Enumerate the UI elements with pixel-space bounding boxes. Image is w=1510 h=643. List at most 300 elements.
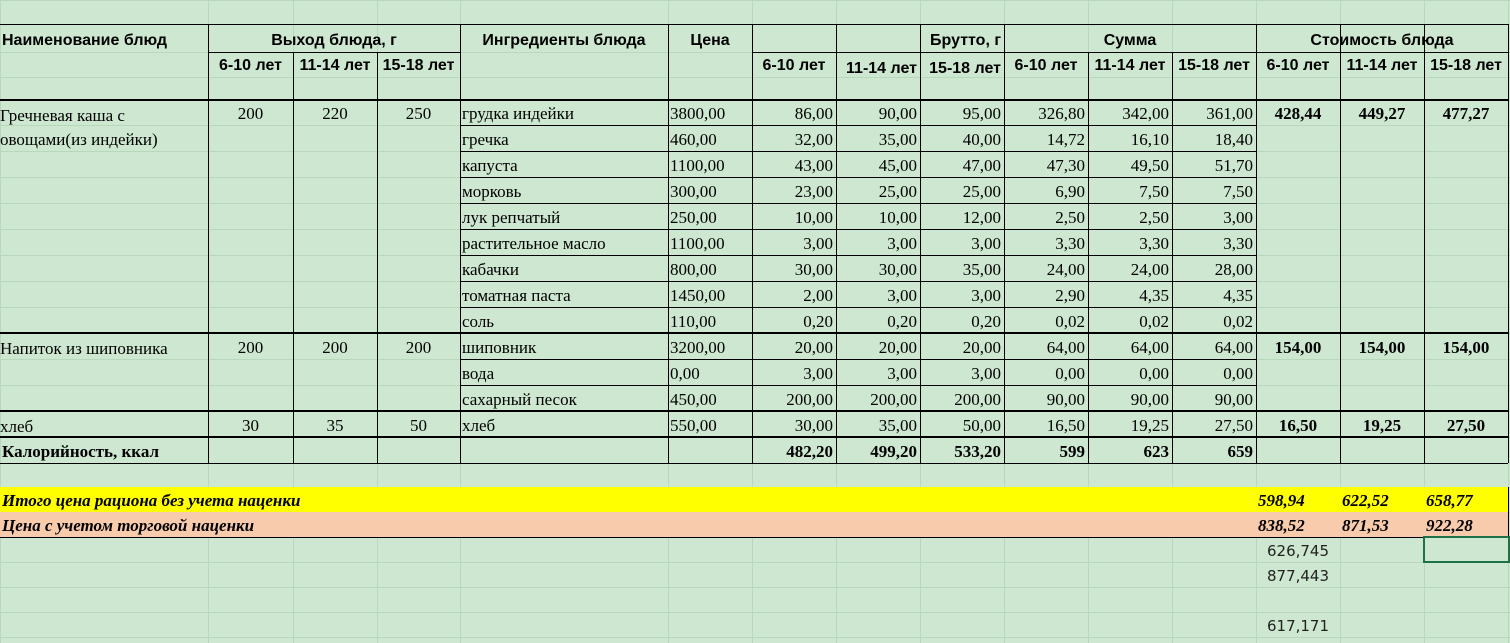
ingredient-name[interactable] xyxy=(460,100,668,125)
ingredient-name[interactable] xyxy=(460,333,668,359)
header-brutto-6-10[interactable] xyxy=(752,52,836,77)
calories-brutto[interactable] xyxy=(920,437,1004,463)
cell-text: 0,20 xyxy=(887,312,917,331)
cell-text: грудка индейки xyxy=(462,104,574,123)
ingredient-brutto[interactable] xyxy=(920,307,1004,333)
ingredient-sum[interactable] xyxy=(1088,307,1172,333)
ingredient-brutto[interactable] xyxy=(920,151,1004,177)
cell-text: 499,20 xyxy=(870,442,917,461)
ingredient-sum[interactable] xyxy=(1004,255,1088,281)
cell-text: 28,00 xyxy=(1214,260,1253,279)
cell-text: 10,00 xyxy=(878,208,917,227)
dish-cost[interactable] xyxy=(1340,411,1424,437)
cell-text: 30,00 xyxy=(794,260,833,279)
ingredient-brutto[interactable] xyxy=(836,385,920,411)
cell-text: 2,90 xyxy=(1055,286,1085,305)
cell-text: 482,20 xyxy=(786,442,833,461)
total-no-markup-value[interactable] xyxy=(1424,487,1508,512)
total-no-markup-value[interactable] xyxy=(1340,487,1424,512)
cell-text: 2,50 xyxy=(1139,208,1169,227)
ingredient-sum[interactable] xyxy=(1088,203,1172,229)
ingredient-brutto[interactable] xyxy=(752,255,836,281)
header-output-6-10[interactable] xyxy=(208,52,293,77)
cell-text: растительное масло xyxy=(462,234,606,253)
dish-cost[interactable] xyxy=(1256,411,1340,437)
cell-text: 18,40 xyxy=(1214,130,1253,149)
cell-text: 838,52 xyxy=(1258,516,1305,535)
ingredient-sum[interactable] xyxy=(1004,281,1088,307)
ingredient-brutto[interactable] xyxy=(836,333,920,359)
ingredient-sum[interactable] xyxy=(1172,255,1256,281)
cell-text: 27,50 xyxy=(1446,416,1486,435)
cell-text: 477,27 xyxy=(1442,104,1490,123)
cell-text: 11-14 лет xyxy=(1094,57,1166,74)
ingredient-brutto[interactable] xyxy=(752,151,836,177)
ingredient-brutto[interactable] xyxy=(752,125,836,151)
total-markup-value[interactable] xyxy=(1340,512,1424,537)
ingredient-name[interactable] xyxy=(460,359,668,385)
ingredient-price[interactable] xyxy=(668,125,752,151)
ingredient-brutto[interactable] xyxy=(920,385,1004,411)
header-brutto[interactable] xyxy=(752,24,1004,52)
ingredient-brutto[interactable] xyxy=(920,100,1004,125)
cell-text: 40,00 xyxy=(962,130,1001,149)
ingredient-sum[interactable] xyxy=(1088,255,1172,281)
ingredient-brutto[interactable] xyxy=(836,359,920,385)
cell-text: 35,00 xyxy=(878,130,917,149)
header-output-15-18[interactable] xyxy=(377,52,460,77)
cell-text: Калорийность, ккал xyxy=(2,442,160,461)
cell-text: 428,44 xyxy=(1274,104,1322,123)
ingredient-sum[interactable] xyxy=(1172,151,1256,177)
selected-cell[interactable] xyxy=(1423,536,1510,563)
ingredient-brutto[interactable] xyxy=(752,100,836,125)
ingredient-name[interactable] xyxy=(460,281,668,307)
cell-text: 533,20 xyxy=(954,442,1001,461)
cell-text: Сумма xyxy=(1103,32,1157,49)
cell-text: 3,30 xyxy=(1223,234,1253,253)
ingredient-brutto[interactable] xyxy=(752,385,836,411)
ingredient-sum[interactable] xyxy=(1088,281,1172,307)
cell-text: Брутто, г xyxy=(930,32,1001,49)
header-brutto-15-18[interactable] xyxy=(920,52,1004,100)
cell-text: 90,00 xyxy=(878,104,917,123)
cell-text: 622,52 xyxy=(1342,491,1389,510)
ingredient-sum[interactable] xyxy=(1088,125,1172,151)
ingredient-sum[interactable] xyxy=(1088,151,1172,177)
cell-text: 6,90 xyxy=(1055,182,1085,201)
cell-text: Цена xyxy=(690,32,730,49)
cell-text: 300,00 xyxy=(670,182,717,201)
ingredient-name[interactable] xyxy=(460,307,668,333)
ingredient-brutto[interactable] xyxy=(920,229,1004,255)
cell-text: 50,00 xyxy=(962,416,1001,435)
ingredient-sum[interactable] xyxy=(1004,125,1088,151)
ingredient-sum[interactable] xyxy=(1004,411,1088,437)
cell-text: 0,00 xyxy=(1139,364,1169,383)
ingredient-brutto[interactable] xyxy=(752,333,836,359)
cell-text: 24,00 xyxy=(1130,260,1169,279)
header-cost-11-14[interactable] xyxy=(1340,52,1424,77)
ingredient-price[interactable] xyxy=(668,385,752,411)
ingredient-name[interactable] xyxy=(460,203,668,229)
ingredient-brutto[interactable] xyxy=(752,411,836,437)
cell-text: 47,00 xyxy=(962,156,1001,175)
calories-sum[interactable] xyxy=(1004,437,1088,463)
dish-output[interactable] xyxy=(293,411,377,437)
cell-text: 154,00 xyxy=(1442,338,1490,357)
ingredient-sum[interactable] xyxy=(1172,281,1256,307)
header-cost-6-10[interactable] xyxy=(1256,52,1340,77)
cell-text: 361,00 xyxy=(1206,104,1253,123)
cell-text: 449,27 xyxy=(1358,104,1406,123)
cell-text: 15-18 лет xyxy=(382,57,455,74)
ingredient-price[interactable] xyxy=(668,255,752,281)
cell-text: 200 xyxy=(237,104,264,123)
ingredient-brutto[interactable] xyxy=(752,203,836,229)
header-sum-6-10[interactable] xyxy=(1004,52,1088,77)
cell-text: 110,00 xyxy=(670,312,717,331)
cell-text: 1450,00 xyxy=(670,286,726,305)
header-price[interactable] xyxy=(668,24,752,52)
cell-text: 3,00 xyxy=(887,234,917,253)
ingredient-sum[interactable] xyxy=(1088,100,1172,125)
cell-text: 0,02 xyxy=(1223,312,1253,331)
cell-text: 658,77 xyxy=(1426,491,1473,510)
cell-text: Выход блюда, г xyxy=(271,32,397,49)
ingredient-sum[interactable] xyxy=(1172,125,1256,151)
cell-text: 0,02 xyxy=(1055,312,1085,331)
cell-text: 0,02 xyxy=(1139,312,1169,331)
cell-text: 20,00 xyxy=(878,338,917,357)
ingredient-sum[interactable] xyxy=(1004,151,1088,177)
cell-text: 659 xyxy=(1227,442,1253,461)
ingredient-name[interactable] xyxy=(460,255,668,281)
ingredient-sum[interactable] xyxy=(1088,385,1172,411)
cell-text: 15-18 лет xyxy=(929,60,1001,77)
ingredient-brutto[interactable] xyxy=(920,359,1004,385)
ingredient-sum[interactable] xyxy=(1004,333,1088,359)
cell-text: вода xyxy=(462,364,495,383)
cell-text: 200,00 xyxy=(954,390,1001,409)
cell-text: 154,00 xyxy=(1358,338,1406,357)
ingredient-brutto[interactable] xyxy=(920,333,1004,359)
header-output-11-14[interactable] xyxy=(293,52,377,77)
cell-text: 200 xyxy=(405,338,432,357)
dish-cost[interactable] xyxy=(1340,100,1424,125)
ingredient-brutto[interactable] xyxy=(920,125,1004,151)
cell-text: Стоимость блюда xyxy=(1310,32,1454,49)
ingredient-name[interactable] xyxy=(460,229,668,255)
header-sum-15-18[interactable] xyxy=(1172,52,1256,77)
cell-text: 64,00 xyxy=(1130,338,1169,357)
cell-text: 90,00 xyxy=(1046,390,1085,409)
cell-text: 25,00 xyxy=(962,182,1001,201)
header-dish-cost[interactable] xyxy=(1256,24,1508,52)
cell-text: капуста xyxy=(462,156,518,175)
ingredient-brutto[interactable] xyxy=(920,177,1004,203)
cell-text: 342,00 xyxy=(1122,104,1169,123)
ingredient-price[interactable] xyxy=(668,411,752,437)
cell-text: 35,00 xyxy=(962,260,1001,279)
cell-text: 250 xyxy=(405,104,432,123)
cell-text: 64,00 xyxy=(1046,338,1085,357)
cell-text: 450,00 xyxy=(670,390,717,409)
cell-text: соль xyxy=(462,312,495,331)
cell-text: 871,53 xyxy=(1342,516,1389,535)
cell-text: морковь xyxy=(462,182,522,201)
total-no-markup-label[interactable] xyxy=(0,487,1256,512)
ingredient-sum[interactable] xyxy=(1004,177,1088,203)
header-cost-15-18[interactable] xyxy=(1424,52,1508,77)
ingredient-sum[interactable] xyxy=(1004,359,1088,385)
cell-text: 50 xyxy=(410,416,427,435)
cell-text: 3,30 xyxy=(1139,234,1169,253)
calories-label[interactable] xyxy=(0,437,208,463)
cell-text: 3,00 xyxy=(971,286,1001,305)
cell-text: 15-18 лет xyxy=(1430,57,1502,74)
cell-text: 11-14 лет xyxy=(299,57,371,74)
cell-text: хлеб xyxy=(0,417,34,436)
cell-text: Наименование блюд xyxy=(2,32,168,49)
ingredient-brutto[interactable] xyxy=(920,281,1004,307)
ingredient-brutto[interactable] xyxy=(752,177,836,203)
ingredient-price[interactable] xyxy=(668,151,752,177)
cell-text: 12,00 xyxy=(962,208,1001,227)
cell-text: Цена с учетом торговой наценки xyxy=(2,516,255,535)
cell-text: 922,28 xyxy=(1426,516,1473,535)
header-output[interactable] xyxy=(208,24,460,52)
total-markup-value[interactable] xyxy=(1256,512,1340,537)
cell-text: 27,50 xyxy=(1214,416,1253,435)
dish-name[interactable] xyxy=(0,411,208,437)
ingredient-price[interactable] xyxy=(668,203,752,229)
dish-name[interactable] xyxy=(0,333,208,411)
cell-text: 20,00 xyxy=(962,338,1001,357)
header-sum-11-14[interactable] xyxy=(1088,52,1172,77)
ingredient-brutto[interactable] xyxy=(752,281,836,307)
cell-text: 43,00 xyxy=(794,156,833,175)
cell-text: 86,00 xyxy=(794,104,833,123)
ingredient-brutto[interactable] xyxy=(836,229,920,255)
ingredient-sum[interactable] xyxy=(1172,177,1256,203)
cell-text: 90,00 xyxy=(1130,390,1169,409)
cell-text: 877,443 xyxy=(1266,567,1330,585)
ingredient-name[interactable] xyxy=(460,411,668,437)
cell-text: 1100,00 xyxy=(670,156,725,175)
cell-text: 14,72 xyxy=(1046,130,1085,149)
cell-text: 2,50 xyxy=(1055,208,1085,227)
ingredient-sum[interactable] xyxy=(1172,203,1256,229)
dish-output[interactable] xyxy=(208,411,293,437)
ingredient-price[interactable] xyxy=(668,333,752,359)
cell-text: 2,00 xyxy=(803,286,833,305)
cell-text: 64,00 xyxy=(1214,338,1253,357)
ingredient-price[interactable] xyxy=(668,177,752,203)
cell-text: 11-14 лет xyxy=(846,60,917,77)
ingredient-sum[interactable] xyxy=(1172,100,1256,125)
cell-text: кабачки xyxy=(462,260,519,279)
ingredient-brutto[interactable] xyxy=(836,411,920,437)
ingredient-sum[interactable] xyxy=(1172,229,1256,255)
header-sum[interactable] xyxy=(1004,24,1256,52)
dish-cost[interactable] xyxy=(1256,100,1340,125)
cell-text: 220 xyxy=(322,104,348,123)
cell-text: 626,745 xyxy=(1266,542,1330,560)
dish-name[interactable] xyxy=(0,100,208,333)
cell-text: 3,00 xyxy=(1223,208,1253,227)
ingredient-sum[interactable] xyxy=(1004,307,1088,333)
cell-text: 30 xyxy=(242,416,259,435)
calories-sum[interactable] xyxy=(1088,437,1172,463)
dish-output[interactable] xyxy=(208,333,293,359)
ingredient-price[interactable] xyxy=(668,229,752,255)
ingredient-name[interactable] xyxy=(460,125,668,151)
dish-cost[interactable] xyxy=(1424,100,1508,125)
ingredient-sum[interactable] xyxy=(1088,359,1172,385)
cell-text: 10,00 xyxy=(794,208,833,227)
ingredient-name[interactable] xyxy=(460,151,668,177)
ingredient-brutto[interactable] xyxy=(920,411,1004,437)
dish-output[interactable] xyxy=(293,333,377,359)
ingredient-sum[interactable] xyxy=(1172,385,1256,411)
cell-text: 35,00 xyxy=(878,416,917,435)
calories-brutto[interactable] xyxy=(752,437,836,463)
cell-text: 3800,00 xyxy=(670,104,726,123)
cell-text: 3200,00 xyxy=(670,338,726,357)
ingredient-sum[interactable] xyxy=(1088,333,1172,359)
cell-text: Гречневая каша с овощами(из индейки) xyxy=(0,106,158,149)
cell-text: 32,00 xyxy=(794,130,833,149)
cell-text: 0,00 xyxy=(1223,364,1253,383)
ingredient-sum[interactable] xyxy=(1172,411,1256,437)
ingredient-brutto[interactable] xyxy=(836,151,920,177)
dish-output[interactable] xyxy=(377,333,460,359)
cell-text: 599 xyxy=(1059,442,1085,461)
cell-text: 200,00 xyxy=(786,390,833,409)
ingredient-brutto[interactable] xyxy=(920,203,1004,229)
calories-brutto[interactable] xyxy=(836,437,920,463)
cell-text: 460,00 xyxy=(670,130,717,149)
cell-text: 47,30 xyxy=(1046,156,1085,175)
cell-text: 45,00 xyxy=(878,156,917,175)
cell-text: 95,00 xyxy=(962,104,1001,123)
dish-output[interactable] xyxy=(293,100,377,125)
dish-cost[interactable] xyxy=(1256,333,1340,359)
header-ingredients[interactable] xyxy=(460,24,668,52)
cell-text: лук репчатый xyxy=(462,208,561,227)
extra-value[interactable] xyxy=(1256,562,1340,587)
dish-output[interactable] xyxy=(208,100,293,125)
ingredient-brutto[interactable] xyxy=(752,359,836,385)
ingredient-brutto[interactable] xyxy=(836,100,920,125)
cell-text: 3,00 xyxy=(971,364,1001,383)
cell-text: 3,00 xyxy=(887,286,917,305)
dish-output[interactable] xyxy=(377,100,460,125)
cell-text: 90,00 xyxy=(1214,390,1253,409)
cell-text: шиповник xyxy=(462,338,537,357)
total-no-markup-value[interactable] xyxy=(1256,487,1340,512)
extra-value[interactable] xyxy=(1256,537,1340,562)
cell-text: 16,50 xyxy=(1278,416,1318,435)
ingredient-sum[interactable] xyxy=(1172,307,1256,333)
cell-text: 24,00 xyxy=(1046,260,1085,279)
cell-text: 51,70 xyxy=(1214,156,1253,175)
cell-text: 35 xyxy=(326,416,344,435)
ingredient-name[interactable] xyxy=(460,177,668,203)
cell-text: 250,00 xyxy=(670,208,717,227)
cell-text: 0,00 xyxy=(670,364,700,383)
ingredient-price[interactable] xyxy=(668,281,752,307)
ingredient-brutto[interactable] xyxy=(836,125,920,151)
ingredient-brutto[interactable] xyxy=(752,229,836,255)
cell-text: 30,00 xyxy=(878,260,917,279)
ingredient-price[interactable] xyxy=(668,307,752,333)
ingredient-brutto[interactable] xyxy=(836,203,920,229)
cell-text: 23,00 xyxy=(794,182,833,201)
cell-text: 3,00 xyxy=(803,364,833,383)
cell-text: 3,30 xyxy=(1055,234,1085,253)
cell-text: 20,00 xyxy=(794,338,833,357)
cell-text: 49,50 xyxy=(1130,156,1169,175)
header-brutto-11-14[interactable] xyxy=(836,52,920,100)
ingredient-price[interactable] xyxy=(668,100,752,125)
dish-output[interactable] xyxy=(377,411,460,437)
ingredient-brutto[interactable] xyxy=(752,307,836,333)
cell-text: Напиток из шиповника xyxy=(0,339,168,358)
ingredient-price[interactable] xyxy=(668,359,752,385)
cell-text: гречка xyxy=(462,130,509,149)
ingredient-brutto[interactable] xyxy=(836,255,920,281)
dish-cost[interactable] xyxy=(1424,333,1508,359)
ingredient-sum[interactable] xyxy=(1088,177,1172,203)
ingredient-brutto[interactable] xyxy=(836,307,920,333)
extra-value[interactable] xyxy=(1256,612,1340,637)
ingredient-sum[interactable] xyxy=(1004,229,1088,255)
ingredient-sum[interactable] xyxy=(1088,411,1172,437)
cell-text: 16,50 xyxy=(1046,416,1085,435)
cell-text: Итого цена рациона без учета наценки xyxy=(2,491,301,510)
cell-text: 154,00 xyxy=(1274,338,1322,357)
calories-sum[interactable] xyxy=(1172,437,1256,463)
dish-cost[interactable] xyxy=(1424,411,1508,437)
ingredient-sum[interactable] xyxy=(1004,100,1088,125)
ingredient-sum[interactable] xyxy=(1004,385,1088,411)
ingredient-name[interactable] xyxy=(460,385,668,411)
cell-text: сахарный песок xyxy=(462,390,577,409)
cell-text: 550,00 xyxy=(670,416,717,435)
ingredient-sum[interactable] xyxy=(1088,229,1172,255)
ingredient-brutto[interactable] xyxy=(836,177,920,203)
dish-cost[interactable] xyxy=(1340,333,1424,359)
cell-text: 6-10 лет xyxy=(1266,57,1330,74)
cell-text: 6-10 лет xyxy=(219,57,282,74)
ingredient-brutto[interactable] xyxy=(836,281,920,307)
cell-text: 7,50 xyxy=(1223,182,1253,201)
cell-text: 623 xyxy=(1143,442,1169,461)
cell-text: 11-14 лет xyxy=(1346,57,1418,74)
cell-text: 6-10 лет xyxy=(762,57,826,74)
ingredient-sum[interactable] xyxy=(1004,203,1088,229)
ingredient-brutto[interactable] xyxy=(920,255,1004,281)
cell-text: 6-10 лет xyxy=(1014,57,1078,74)
total-markup-label[interactable] xyxy=(0,512,1256,537)
header-dish-name[interactable] xyxy=(0,24,208,52)
cell-text: 598,94 xyxy=(1258,491,1305,510)
total-markup-value[interactable] xyxy=(1424,512,1508,537)
ingredient-sum[interactable] xyxy=(1172,359,1256,385)
ingredient-sum[interactable] xyxy=(1172,333,1256,359)
